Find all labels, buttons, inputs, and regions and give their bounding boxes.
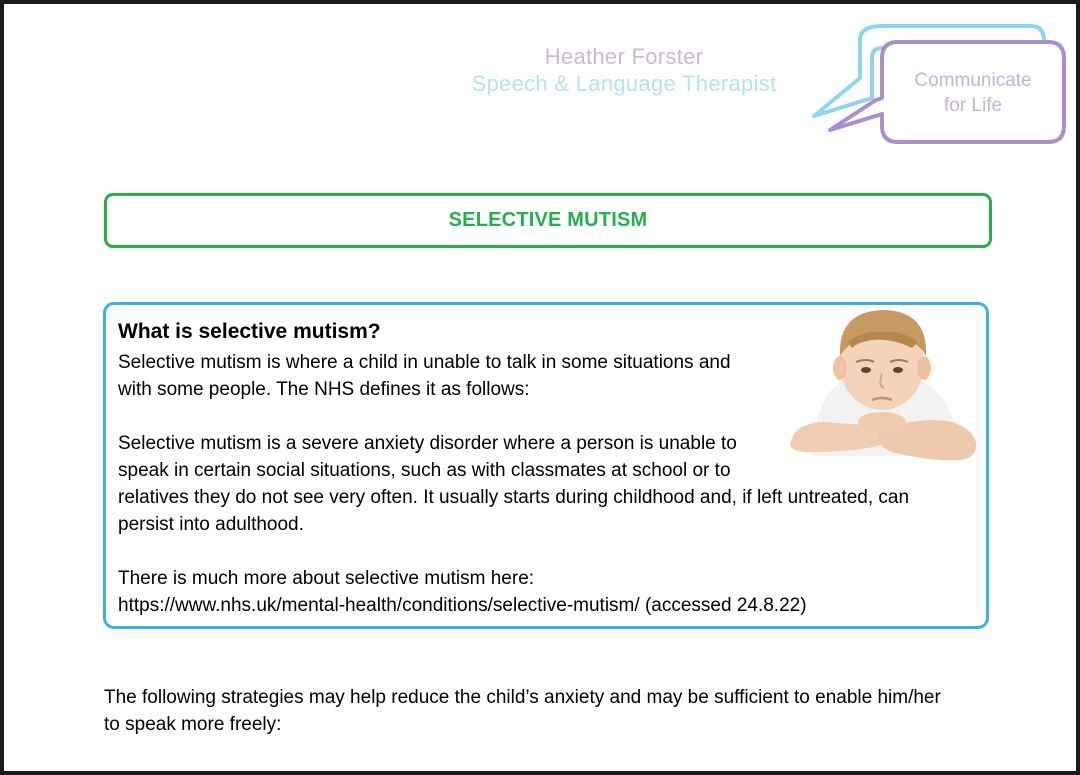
info-line: There is much more about selective mutism here: bbox=[118, 568, 535, 589]
title-box bbox=[104, 193, 992, 248]
page-title: SELECTIVE MUTISM bbox=[448, 209, 648, 231]
logo-text bbox=[884, 68, 1062, 118]
info-line: Selective mutism is where a child in unable to talk in some situations and bbox=[118, 352, 731, 373]
nhs-link[interactable]: https://www.nhs.uk/mental-health/conditions/selective-mutism/ (accessed 24.8.22) bbox=[118, 595, 807, 616]
logo-line-2: for Life bbox=[943, 95, 1003, 116]
therapist-role: Speech & Language Therapist bbox=[471, 71, 777, 96]
nhs-definition-line: relatives they do not see very often. It usually starts during childhood and, if left untreated, can bbox=[118, 487, 910, 508]
info-line: with some people. The NHS defines it as follows: bbox=[118, 379, 530, 400]
child-photo-icon bbox=[782, 306, 982, 466]
logo-line-1: Communicate bbox=[914, 70, 1032, 91]
strategies-intro-line: to speak more freely: bbox=[104, 714, 282, 735]
therapist-name: Heather Forster bbox=[544, 44, 704, 69]
nhs-definition-line: speak in certain social situations, such as with classmates at school or to bbox=[118, 460, 731, 481]
info-heading: What is selective mutism? bbox=[118, 320, 381, 343]
strategies-intro-line: The following strategies may help reduce the child’s anxiety and may be sufficient to enable him/her bbox=[104, 687, 941, 708]
nhs-definition-line: Selective mutism is a severe anxiety disorder where a person is unable to bbox=[118, 433, 737, 454]
nhs-definition-line: persist into adulthood. bbox=[118, 514, 304, 535]
